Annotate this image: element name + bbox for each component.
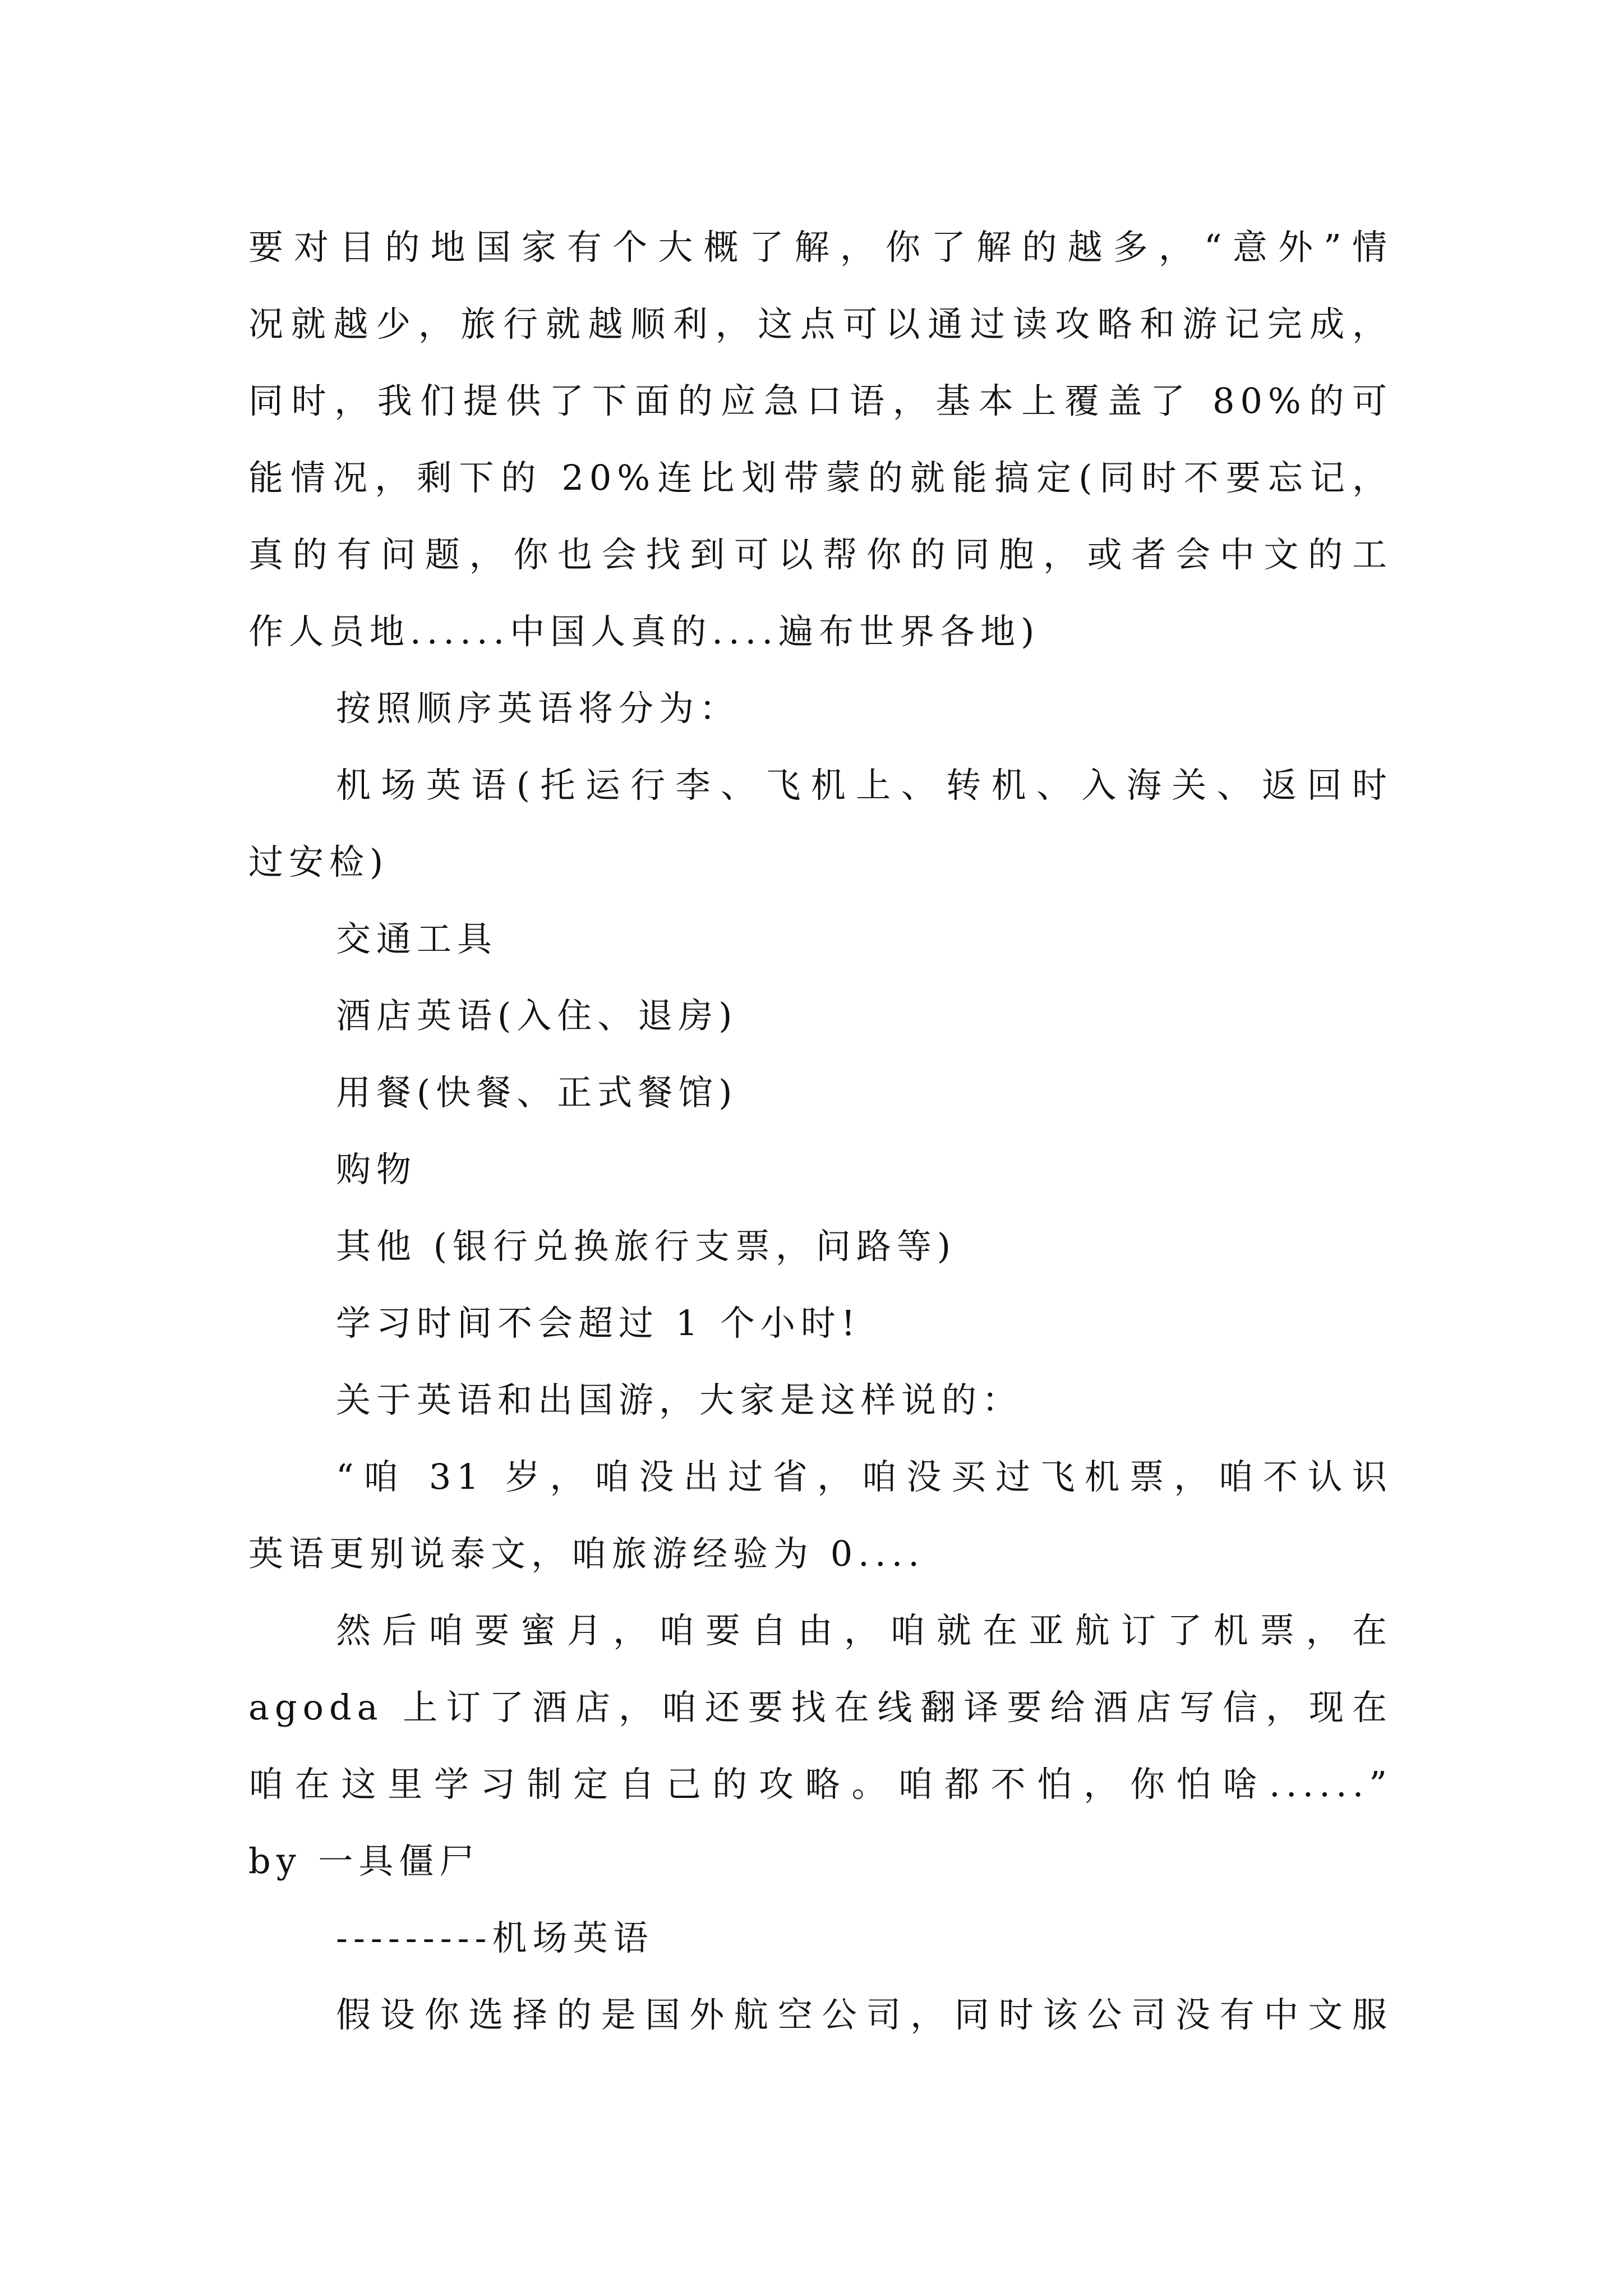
text-line: 交通工具 [336, 918, 498, 959]
body-text [248, 209, 1393, 2053]
text-line: 按照顺序英语将分为： [336, 688, 740, 729]
text-line: 同时，我们提供了下面的应急口语，基本上覆盖了 80%的可 [248, 380, 1393, 421]
text-line: 其他 (银行兑换旅行支票，问路等) [336, 1226, 957, 1267]
text-line: 过安检) [248, 841, 389, 882]
text-line: 英语更别说泰文，咱旅游经验为 0.... [248, 1533, 925, 1574]
text-line: 学习时间不会超过 1 个小时! [336, 1303, 861, 1343]
text-line: by 一具僵尸 [248, 1841, 480, 1881]
text-line: 咱在这里学习制定自己的攻略。咱都不怕，你怕啥......” [248, 1764, 1393, 1805]
text-line: 机场英语(托运行李、飞机上、转机、入海关、返回时 [336, 765, 1393, 806]
text-line: “咱 31 岁，咱没出过省，咱没买过飞机票，咱不认识 [336, 1456, 1393, 1497]
text-line: 要对目的地国家有个大概了解，你了解的越多，“意外”情 [248, 227, 1393, 268]
text-line: 作人员地......中国人真的....遍布世界各地) [248, 611, 1040, 652]
text-line: 酒店英语(入住、退房) [336, 995, 738, 1036]
text-line: ---------机场英语 [336, 1917, 654, 1958]
text-line: 能情况，剩下的 20%连比划带蒙的就能搞定(同时不要忘记， [248, 457, 1393, 498]
text-line: 假设你选择的是国外航空公司，同时该公司没有中文服 [336, 1994, 1393, 2035]
text-line: 用餐(快餐、正式餐馆) [336, 1072, 738, 1113]
text-line: 真的有问题，你也会找到可以帮你的同胞，或者会中文的工 [248, 534, 1393, 575]
text-line: 购物 [336, 1149, 417, 1190]
text-line: 况就越少，旅行就越顺利，这点可以通过读攻略和游记完成， [248, 303, 1393, 344]
text-line: agoda 上订了酒店，咱还要找在线翻译要给酒店写信，现在 [248, 1687, 1393, 1728]
text-line: 然后咱要蜜月，咱要自由，咱就在亚航订了机票，在 [336, 1610, 1393, 1651]
text-line: 关于英语和出国游，大家是这样说的： [336, 1379, 1023, 1420]
